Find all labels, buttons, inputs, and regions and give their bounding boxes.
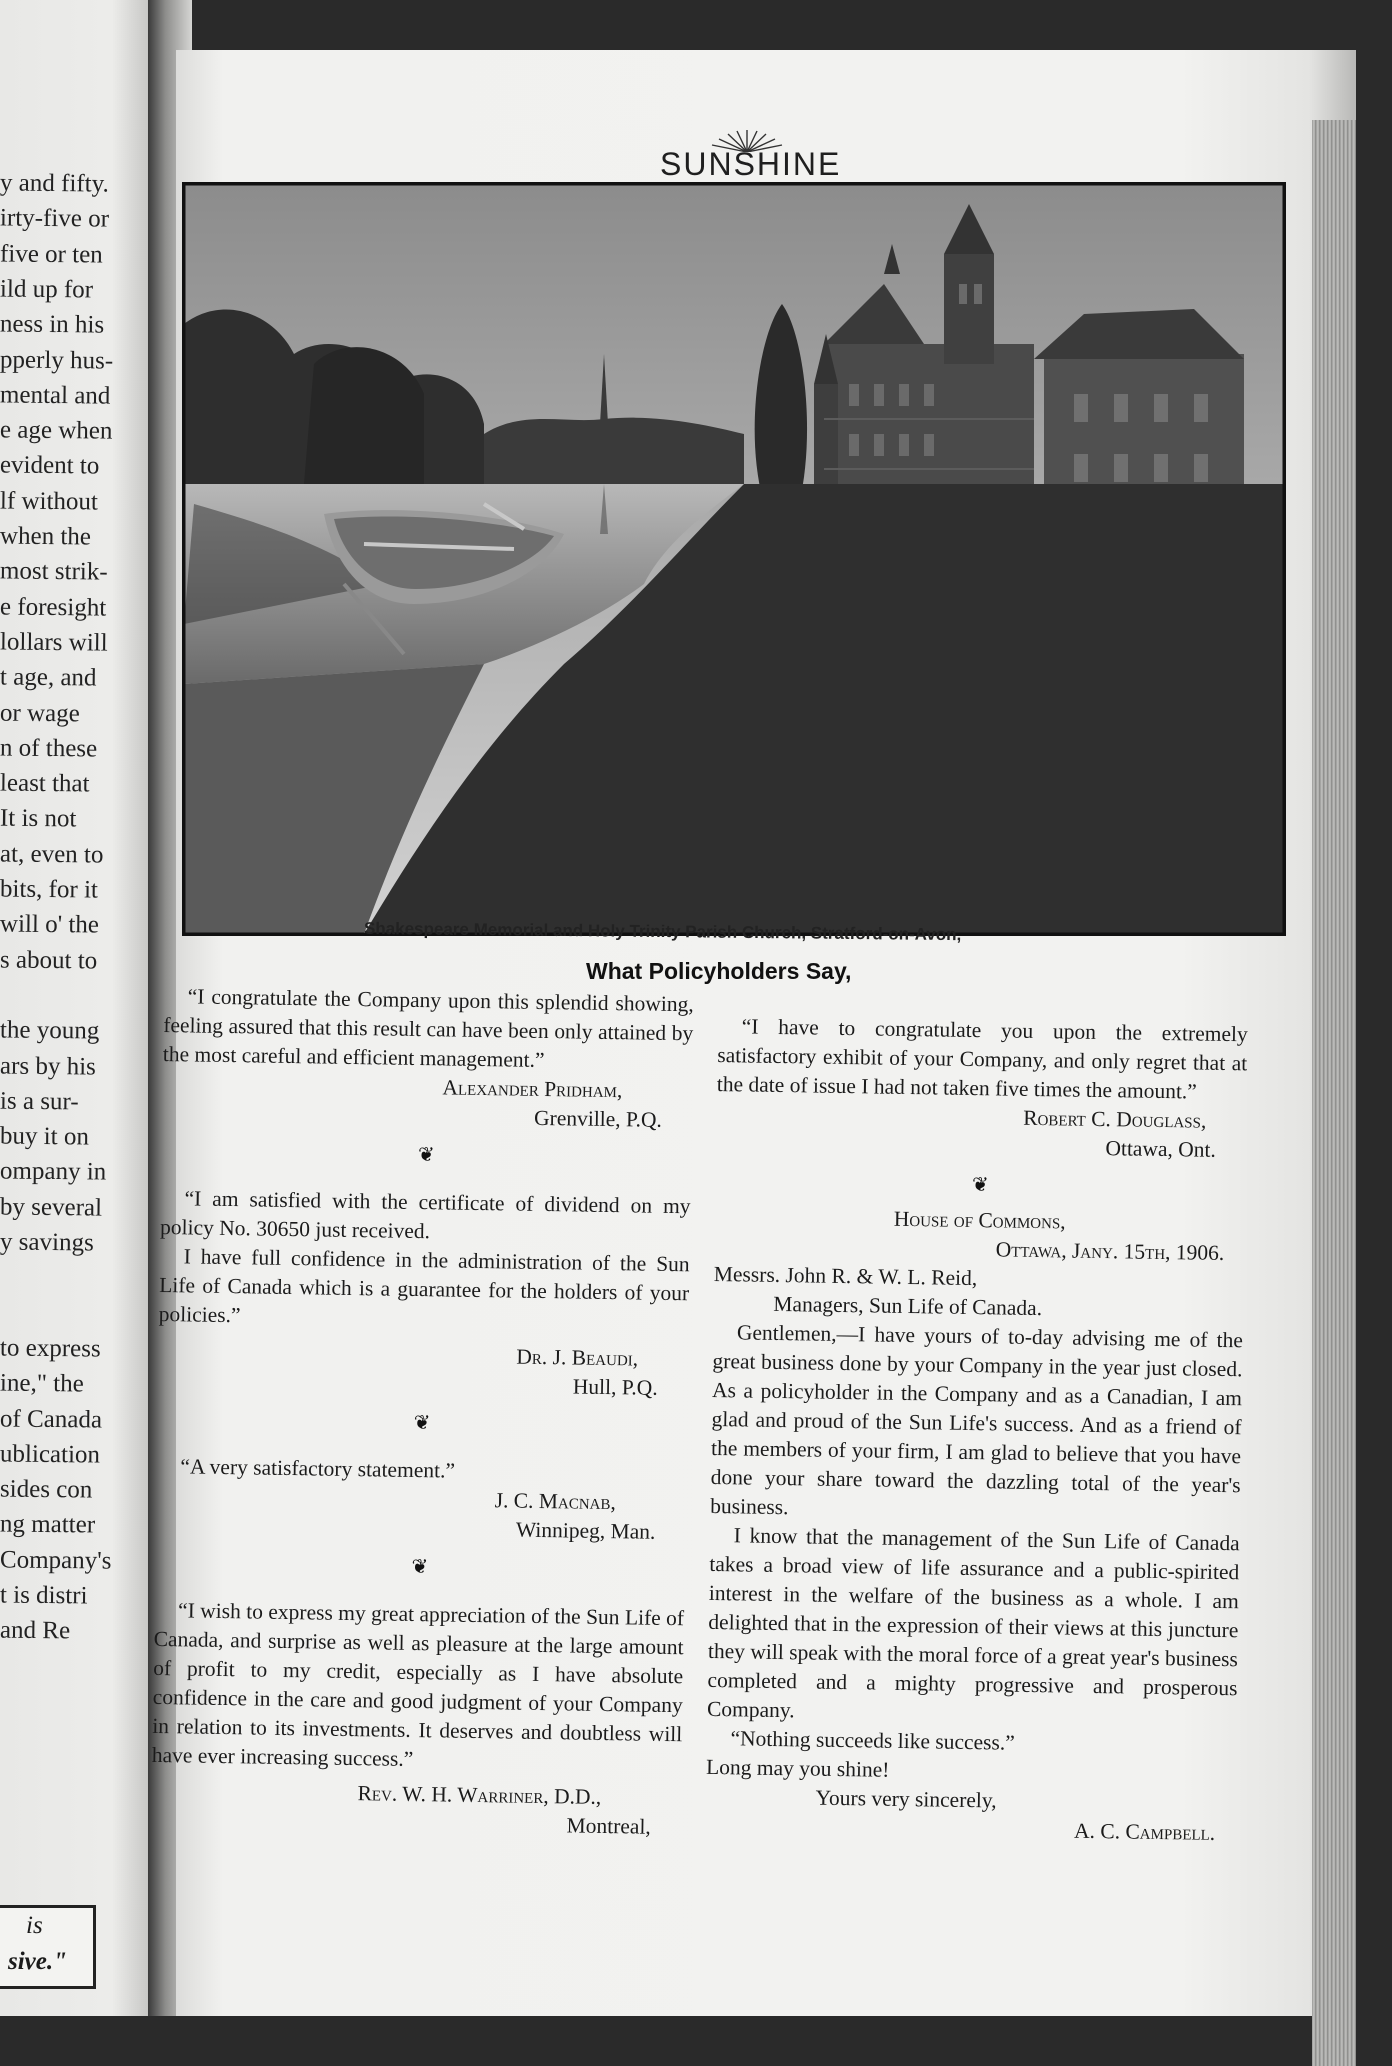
leaf-ornament-icon: ❦: [413, 1411, 431, 1435]
testimonial-text: “I congratulate the Company upon this splendid showing, feeling assured that this result can have been only attained by the most careful and efficient management.”: [162, 984, 694, 1072]
testimonial-text: “I am satisfied with the certificate of dividend on my policy No. 30650 just received.: [159, 1186, 691, 1244]
letter-paragraph: I know that the management of the Sun Life of Canada takes a broad view of life assurance and a public-spirited interest in the welfare of the business as a whole. I am delighted that in the expression of their views at this juncture they will speak with the moral force of a great year's business completed and a mighty progressive and prosperous Company.: [706, 1523, 1240, 1723]
left-page-line: lollars will: [0, 628, 108, 657]
letter-dateline: Ottawa, Jany. 15th, 1906.: [995, 1237, 1225, 1265]
boxed-note-line: sive.": [8, 1948, 67, 1975]
testimonial-text: “I have to congratulate you upon the extremely satisfactory exhibit of your Company, and only regret that at the date of issue I had not taken five times the amount.”: [716, 1014, 1248, 1104]
leaf-ornament-icon: ❦: [417, 1144, 435, 1167]
left-page-line: t is distri: [0, 1581, 88, 1610]
boxed-note-line: is: [26, 1912, 43, 1939]
letter-paragraph: “Nothing succeeds like success.”: [730, 1726, 1015, 1755]
letter-paragraph: Long may you shine!: [705, 1754, 890, 1782]
left-page-line: sides con: [0, 1475, 93, 1504]
left-page-line: the young: [0, 1016, 100, 1045]
testimonial-text: “A very satisfactory statement.”: [180, 1454, 456, 1483]
masthead-title: SUNSHINE: [660, 146, 842, 182]
testimonial-place: Montreal,: [566, 1813, 651, 1839]
left-page-line: five or ten: [0, 240, 103, 269]
right-column: [705, 1012, 1248, 1848]
testimonial-place: Grenville, P.Q.: [533, 1105, 663, 1132]
left-page-line: by several: [0, 1193, 103, 1222]
left-page-line: is a sur-: [0, 1087, 79, 1116]
left-page-line: y and fifty.: [0, 169, 109, 198]
left-page-line: of Canada: [0, 1404, 103, 1434]
left-page-line: ine," the: [0, 1369, 84, 1398]
letter-closing: Yours very sincerely,: [815, 1785, 997, 1813]
left-page-line: bits, for it: [0, 875, 99, 904]
left-page-line: most strik-: [0, 557, 108, 586]
left-page: [0, 0, 160, 2016]
left-page-line: at, even to: [0, 840, 104, 869]
left-column: [151, 982, 694, 1842]
leaf-ornament-icon: ❦: [411, 1555, 429, 1579]
left-page-line: ild up for: [0, 275, 94, 304]
left-page-line: when the: [0, 522, 92, 551]
left-page-line: evident to: [0, 451, 100, 480]
letter-signature: A. C. Campbell.: [1073, 1818, 1216, 1845]
section-heading: What Policyholders Say,: [586, 958, 852, 984]
left-page-line: n of these: [0, 734, 98, 763]
letter-addressee-role: Managers, Sun Life of Canada.: [773, 1291, 1043, 1321]
left-page-line: s about to: [0, 946, 98, 975]
left-page-line: e age when: [0, 416, 113, 445]
left-page-line: y savings: [0, 1228, 94, 1257]
page-edges: [1312, 120, 1356, 2066]
leaf-ornament-icon: ❦: [971, 1174, 989, 1197]
testimonial-name: J. C. Macnab,: [494, 1488, 617, 1515]
letter-org: House of Commons,: [893, 1206, 1066, 1234]
left-page-line: lf without: [0, 487, 99, 516]
left-page-line: t age, and: [0, 663, 97, 692]
left-page-line: ompany in: [0, 1157, 107, 1186]
testimonial-name: Robert C. Douglass,: [1023, 1105, 1207, 1133]
testimonial-place: Ottawa, Ont.: [1105, 1136, 1217, 1162]
left-page-line: to express: [0, 1334, 101, 1363]
left-page-line: ars by his: [0, 1051, 96, 1081]
left-page-line: ng matter: [0, 1510, 96, 1539]
left-page-line: Company's: [0, 1546, 112, 1575]
left-page-line: pperly hus-: [0, 345, 114, 375]
letter-paragraph: Gentlemen,—I have yours of to-day advising me of the great business done by your Company in the year just closed. As a policyholder in the Company and as a Canadian, I am glad and proud of the Sun Life's success. And as a friend of the members of your firm, I am glad to believe that you have done your share toward the dazzling total of the year's business.: [710, 1320, 1244, 1520]
testimonial-name: Alexander Pridham,: [442, 1075, 623, 1103]
testimonial-place: Winnipeg, Man.: [515, 1517, 656, 1544]
left-page-line: irty-five or: [0, 204, 110, 233]
left-page-line: mental and: [0, 381, 111, 410]
photo-caption: Shakespeare Memorial and Holy Trinity Parish Church, Stratford-on-Avon,: [363, 918, 962, 945]
left-page-line: ublication: [0, 1440, 101, 1469]
left-page-line: ness in his: [0, 310, 105, 339]
left-page-boxed-note: [0, 1905, 96, 1989]
testimonial-text: I have full confidence in the administration of the Sun Life of Canada which is a guarantee for the holders of your policies.”: [158, 1244, 690, 1328]
left-page-line: e foresight: [0, 593, 107, 622]
testimonial-name: Dr. J. Beaudi,: [516, 1344, 639, 1371]
testimonial-place: Hull, P.Q.: [572, 1374, 658, 1400]
left-page-line: buy it on: [0, 1122, 90, 1151]
left-page-line: and Re: [0, 1616, 71, 1645]
letter-addressee: Messrs. John R. & W. L. Reid,: [713, 1261, 978, 1291]
photograph-stratford: [182, 182, 1286, 936]
left-page-line: It is not: [0, 804, 77, 833]
left-page-line: will o' the: [0, 910, 100, 939]
left-page-line: least that: [0, 769, 90, 798]
testimonial-text: “I wish to express my great appreciation of the Sun Life of Canada, and surprise as well as pleasure at the large amount of profit to my credit, especially as I have absolute confidence in the care and good judgment of your Company in relation to its investments. It deserves and doubtless will have ever increasing success.”: [151, 1598, 685, 1772]
testimonial-name: Rev. W. H. Warriner, D.D.,: [357, 1781, 602, 1809]
left-page-line: or wage: [0, 699, 80, 727]
